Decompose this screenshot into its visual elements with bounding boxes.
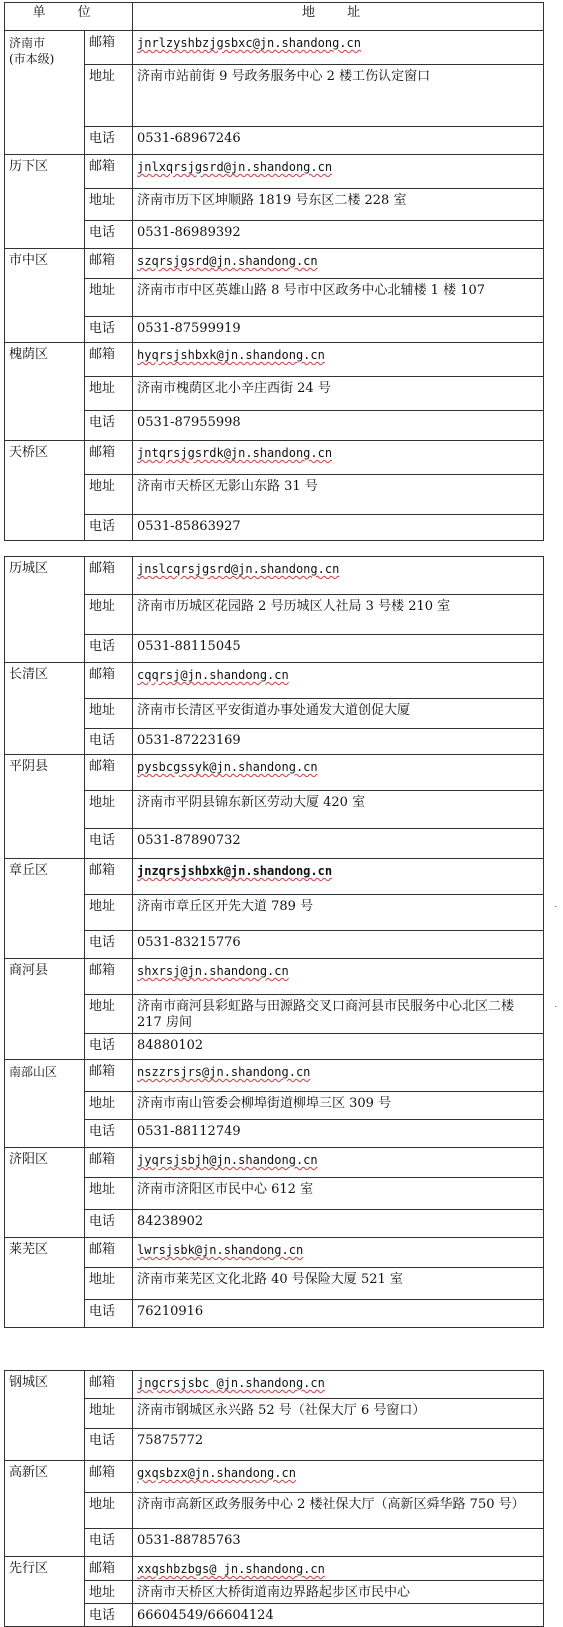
address-value: 济南市槐荫区北小辛庄西街 24 号 — [133, 377, 544, 411]
field-label-email: 邮箱 — [85, 155, 133, 189]
field-label-email: 邮箱 — [85, 1148, 133, 1178]
header-unit: 单 位 — [5, 3, 133, 31]
field-label-email: 邮箱 — [85, 1060, 133, 1092]
unit-name: 济南市 (市本级) — [5, 31, 85, 155]
email-value[interactable] — [133, 959, 544, 995]
field-label-email: 邮箱 — [85, 1371, 133, 1399]
email-value[interactable] — [133, 1371, 544, 1399]
unit-name: 南部山区 — [5, 1060, 85, 1148]
table-row — [5, 1268, 544, 1300]
table-row — [5, 1210, 544, 1238]
email-link[interactable]: xxqshbzbgs@ jn.shandong.cn — [137, 1562, 325, 1576]
address-value: 济南市平阴县锦东新区劳动大厦 420 室 — [133, 791, 544, 829]
table-row — [5, 441, 544, 475]
email-value[interactable] — [133, 155, 544, 189]
field-label-phone: 电话 — [85, 1210, 133, 1238]
unit-name: 莱芜区 — [5, 1238, 85, 1328]
email-link[interactable]: cqqrsj@jn.shandong.cn — [137, 668, 289, 682]
unit-name: 高新区 — [5, 1461, 85, 1557]
email-link[interactable]: jngcrsjsbc @jn.shandong.cn — [137, 1376, 325, 1390]
field-label-address: 地址 — [85, 189, 133, 221]
table-row — [5, 279, 544, 317]
field-label-phone: 电话 — [85, 221, 133, 249]
table-row — [5, 699, 544, 729]
email-value[interactable] — [133, 441, 544, 475]
table-row — [5, 829, 544, 859]
table-row — [5, 1034, 544, 1060]
email-value[interactable] — [133, 755, 544, 791]
contact-table-part-3 — [4, 1370, 544, 1627]
field-label-phone: 电话 — [85, 1429, 133, 1461]
email-value[interactable] — [133, 1238, 544, 1268]
email-value[interactable] — [133, 249, 544, 279]
unit-name: 平阴县 — [5, 755, 85, 859]
email-value[interactable] — [133, 859, 544, 895]
table-row — [5, 343, 544, 377]
email-value[interactable] — [133, 1148, 544, 1178]
table-row — [5, 1429, 544, 1461]
address-value: 济南市莱芜区文化北路 40 号保险大厦 521 室 — [133, 1268, 544, 1300]
field-label-address: 地址 — [85, 1581, 133, 1604]
edge-mark: ˙ — [553, 1004, 559, 1017]
field-label-phone: 电话 — [85, 317, 133, 343]
phone-value: 0531-88785763 — [133, 1529, 544, 1557]
table-row — [5, 663, 544, 699]
address-value: 济南市天桥区大桥街道南边界路起步区市民中心 — [133, 1581, 544, 1604]
table-row — [5, 755, 544, 791]
table-row — [5, 557, 544, 595]
address-value: 济南市长清区平安街道办事处通发大道创促大厦 — [133, 699, 544, 729]
field-label-address: 地址 — [85, 699, 133, 729]
phone-value: 0531-88115045 — [133, 635, 544, 663]
table-row — [5, 189, 544, 221]
unit-name: 商河县 — [5, 959, 85, 1060]
table-row — [5, 895, 544, 931]
table-row — [5, 1092, 544, 1120]
header-address: 地 址 — [133, 3, 544, 31]
field-label-phone: 电话 — [85, 729, 133, 755]
email-link[interactable]: jntqrsjgsrdk@jn.shandong.cn — [137, 446, 333, 460]
email-link[interactable]: shxrsj@jn.shandong.cn — [137, 964, 289, 978]
phone-value: 0531-85863927 — [133, 515, 544, 541]
unit-name: 钢城区 — [5, 1371, 85, 1461]
unit-name: 历下区 — [5, 155, 85, 249]
table-row — [5, 931, 544, 959]
table-row — [5, 1493, 544, 1529]
table-row — [5, 221, 544, 249]
contact-table-part-1 — [4, 2, 544, 541]
phone-value: 66604549/66604124 — [133, 1604, 544, 1627]
field-label-phone: 电话 — [85, 829, 133, 859]
table-header-row — [5, 3, 544, 31]
email-link[interactable]: nszzrsjrs@jn.shandong.cn — [137, 1065, 311, 1079]
phone-value: 0531-68967246 — [133, 127, 544, 155]
table-row — [5, 1300, 544, 1328]
table-row — [5, 959, 544, 995]
unit-name: 先行区 — [5, 1557, 85, 1627]
table-row — [5, 729, 544, 755]
address-value: 济南市历下区坤顺路 1819 号东区二楼 228 室 — [133, 189, 544, 221]
field-label-address: 地址 — [85, 65, 133, 127]
table-row — [5, 249, 544, 279]
field-label-phone: 电话 — [85, 515, 133, 541]
edge-mark: ˙ — [553, 904, 559, 917]
table-row — [5, 995, 544, 1034]
phone-value: 84238902 — [133, 1210, 544, 1238]
table-row — [5, 411, 544, 441]
phone-value: 0531-88112749 — [133, 1120, 544, 1148]
table-row — [5, 595, 544, 635]
table-row — [5, 791, 544, 829]
field-label-phone: 电话 — [85, 127, 133, 155]
field-label-phone: 电话 — [85, 1529, 133, 1557]
phone-value: 0531-87223169 — [133, 729, 544, 755]
email-link[interactable]: jyqrsjsbjh@jn.shandong.cn — [137, 1153, 318, 1167]
address-value: 济南市市中区英雄山路 8 号市中区政务中心北辅楼 1 楼 107 — [133, 279, 544, 317]
email-value[interactable] — [133, 557, 544, 595]
field-label-address: 地址 — [85, 475, 133, 515]
contact-table-part-2 — [4, 556, 544, 1328]
field-label-email: 邮箱 — [85, 663, 133, 699]
email-value[interactable] — [133, 1557, 544, 1581]
email-value[interactable] — [133, 343, 544, 377]
email-link[interactable]: jnrlzyshbzjgsbxc@jn.shandong.cn — [137, 36, 361, 50]
field-label-address: 地址 — [85, 1399, 133, 1429]
table-row — [5, 1604, 544, 1627]
table-row — [5, 1461, 544, 1493]
phone-value: 0531-86989392 — [133, 221, 544, 249]
address-value: 济南市商河县彩虹路与田源路交叉口商河县市民服务中心北区二楼 217 房间 — [133, 995, 544, 1034]
address-value: 济南市历城区花园路 2 号历城区人社局 3 号楼 210 室 — [133, 595, 544, 635]
unit-name: 济阳区 — [5, 1148, 85, 1238]
table-row — [5, 1581, 544, 1604]
email-value[interactable] — [133, 1060, 544, 1092]
phone-value: 0531-87890732 — [133, 829, 544, 859]
field-label-email: 邮箱 — [85, 859, 133, 895]
table-row — [5, 1371, 544, 1399]
field-label-phone: 电话 — [85, 635, 133, 663]
field-label-phone: 电话 — [85, 1300, 133, 1328]
field-label-email: 邮箱 — [85, 959, 133, 995]
email-link[interactable]: gxqsbzx@jn.shandong.cn — [137, 1466, 296, 1480]
field-label-email: 邮箱 — [85, 1461, 133, 1493]
table-row — [5, 475, 544, 515]
field-label-address: 地址 — [85, 895, 133, 931]
field-label-address: 地址 — [85, 791, 133, 829]
address-value: 济南市章丘区开先大道 789 号 — [133, 895, 544, 931]
field-label-address: 地址 — [85, 377, 133, 411]
address-value: 济南市济阳区市民中心 612 室 — [133, 1178, 544, 1210]
field-label-address: 地址 — [85, 1268, 133, 1300]
table-row — [5, 31, 544, 65]
table-row — [5, 635, 544, 663]
table-row — [5, 1529, 544, 1557]
email-value[interactable] — [133, 1461, 544, 1493]
table-row — [5, 317, 544, 343]
table-row — [5, 65, 544, 127]
email-link[interactable]: jnlxqrsjgsrd@jn.shandong.cn — [137, 160, 333, 174]
field-label-phone: 电话 — [85, 411, 133, 441]
field-label-address: 地址 — [85, 1092, 133, 1120]
address-value: 济南市钢城区永兴路 52 号（社保大厅 6 号窗口） — [133, 1399, 544, 1429]
email-link[interactable]: lwrsjsbk@jn.shandong.cn — [137, 1243, 304, 1257]
table-row — [5, 1148, 544, 1178]
table-row — [5, 1238, 544, 1268]
table-row — [5, 1178, 544, 1210]
field-label-email: 邮箱 — [85, 441, 133, 475]
unit-name: 长清区 — [5, 663, 85, 755]
table-row — [5, 1060, 544, 1092]
unit-name: 历城区 — [5, 557, 85, 663]
field-label-address: 地址 — [85, 279, 133, 317]
table-row — [5, 127, 544, 155]
table-row — [5, 515, 544, 541]
unit-name: 章丘区 — [5, 859, 85, 959]
phone-value: 0531-87955998 — [133, 411, 544, 441]
unit-name: 市中区 — [5, 249, 85, 343]
email-link[interactable]: jnslcqrsjgsrd@jn.shandong.cn — [137, 562, 340, 576]
email-link[interactable]: szqrsjgsrd@jn.shandong.cn — [137, 254, 318, 268]
field-label-address: 地址 — [85, 1178, 133, 1210]
field-label-email: 邮箱 — [85, 343, 133, 377]
unit-name: 槐荫区 — [5, 343, 85, 441]
email-link[interactable]: jnzqrsjshbxk@jn.shandong.cn — [137, 864, 333, 878]
phone-value: 75875772 — [133, 1429, 544, 1461]
field-label-email: 邮箱 — [85, 249, 133, 279]
address-value: 济南市高新区政务服务中心 2 楼社保大厅（高新区舜华路 750 号） — [133, 1493, 544, 1529]
phone-value: 0531-83215776 — [133, 931, 544, 959]
field-label-email: 邮箱 — [85, 1557, 133, 1581]
field-label-address: 地址 — [85, 995, 133, 1034]
table-row — [5, 1557, 544, 1581]
email-link[interactable]: hyqrsjshbxk@jn.shandong.cn — [137, 348, 325, 362]
table-row — [5, 1399, 544, 1429]
field-label-address: 地址 — [85, 595, 133, 635]
email-value[interactable] — [133, 663, 544, 699]
field-label-phone: 电话 — [85, 1604, 133, 1627]
address-value: 济南市南山管委会柳埠街道柳埠三区 309 号 — [133, 1092, 544, 1120]
email-value[interactable] — [133, 31, 544, 65]
phone-value: 84880102 — [133, 1034, 544, 1060]
phone-value: 76210916 — [133, 1300, 544, 1328]
table-row — [5, 859, 544, 895]
field-label-phone: 电话 — [85, 1120, 133, 1148]
field-label-email: 邮箱 — [85, 1238, 133, 1268]
email-link[interactable]: pysbcgssyk@jn.shandong.cn — [137, 760, 318, 774]
field-label-address: 地址 — [85, 1493, 133, 1529]
field-label-email: 邮箱 — [85, 755, 133, 791]
table-row — [5, 377, 544, 411]
table-row — [5, 1120, 544, 1148]
field-label-phone: 电话 — [85, 931, 133, 959]
phone-value: 0531-87599919 — [133, 317, 544, 343]
field-label-email: 邮箱 — [85, 31, 133, 65]
address-value: 济南市站前街 9 号政务服务中心 2 楼工伤认定窗口 — [133, 65, 544, 127]
unit-name: 天桥区 — [5, 441, 85, 541]
field-label-email: 邮箱 — [85, 557, 133, 595]
table-row — [5, 155, 544, 189]
address-value: 济南市天桥区无影山东路 31 号 — [133, 475, 544, 515]
field-label-phone: 电话 — [85, 1034, 133, 1060]
